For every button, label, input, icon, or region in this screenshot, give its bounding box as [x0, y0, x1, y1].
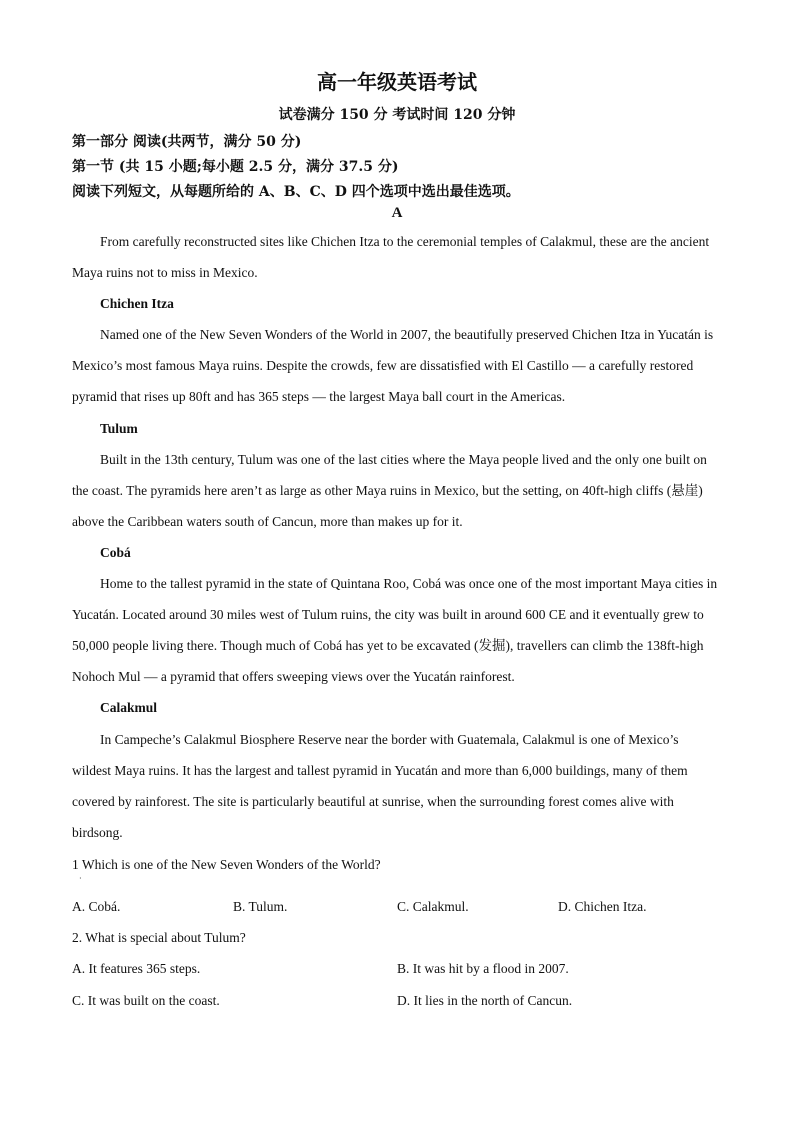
section-heading-coba: Cobá — [100, 544, 131, 560]
q1-option-b[interactable]: B. Tulum. — [233, 899, 288, 914]
section-heading: 第一节 (共 15 小题;每小题 2.5 分，满分 37.5 分) — [72, 159, 399, 175]
question-1-stem: 1 Which is one of the New Seven Wonders of the World? — [72, 857, 381, 872]
instruction-text: 阅读下列短文，从每题所给的 A、B、C、D 四个选项中选出最佳选项。 — [72, 184, 520, 200]
q1-option-d[interactable]: D. Chichen Itza. — [558, 899, 647, 914]
section-heading-calakmul: Calakmul — [100, 700, 158, 716]
q1-option-a[interactable]: A. Cobá. — [72, 899, 121, 914]
q2-option-d[interactable]: D. It lies in the north of Cancun. — [397, 993, 573, 1008]
section-text-coba: Home to the tallest pyramid in the state of Quintana Roo, Cobá was once one of the most important Maya cities in Yucatán. Located around 30 miles west of Tulum ruins, the city was built in around 600 CE and it eventually grew to 50,000 people living there. Though much of Cobá has yet to be excavated (发掘), travellers can climb the 138ft-high Nohoch Mul — a pyramid that offers sweeping views over the Yucatán rainforest. — [72, 576, 718, 685]
q2-option-b[interactable]: B. It was hit by a flood in 2007. — [397, 961, 569, 976]
section-text-tulum: Built in the 13th century, Tulum was one of the last cities where the Maya people lived and the only one built on the coast. The pyramids here aren’t as large as other Maya ruins in Mexico, but the setting, on 40ft-high cliffs (悬崖) above the Caribbean waters south of Cancun, more than makes up for it. — [72, 451, 707, 529]
part-heading: 第一部分 阅读(共两节，满分 50 分) — [72, 134, 302, 150]
passage-intro: From carefully reconstructed sites like Chichen Itza to the ceremonial temples of Calakmul, these are the ancient Maya ruins not to miss in Mexico. — [72, 234, 710, 281]
q1-option-c[interactable]: C. Calakmul. — [397, 899, 469, 914]
question-2-stem: 2. What is special about Tulum? — [72, 930, 246, 945]
section-heading-tulum: Tulum — [100, 420, 138, 436]
passage-label: A — [391, 205, 403, 221]
exam-subtitle: 试卷满分 150 分 考试时间 120 分钟 — [278, 107, 516, 123]
stray-mark: · — [79, 874, 82, 883]
section-heading-chichen-itza: Chichen Itza — [100, 296, 174, 312]
exam-title: 高一年级英语考试 — [317, 70, 477, 94]
q2-option-c[interactable]: C. It was built on the coast. — [72, 993, 220, 1008]
section-text-calakmul: In Campeche’s Calakmul Biosphere Reserve near the border with Guatemala, Calakmul is one of Mexico’s wildest Maya ruins. It has the largest and tallest pyramid in Yucatán and more than 6,000 buildings, many of them covered by rainforest. The site is particularly beautiful at sunrise, when the surrounding forest comes alive with birdsong. — [72, 731, 688, 840]
section-text-chichen-itza: Named one of the New Seven Wonders of the World in 2007, the beautifully preserved Chichen Itza in Yucatán is Mexico’s most famous Maya ruins. Despite the crowds, few are dissatisfied with El Castillo — a carefully restored pyramid that rises up 80ft and has 365 steps — the largest Maya ball court in the Americas. — [72, 327, 714, 405]
q2-option-a[interactable]: A. It features 365 steps. — [72, 961, 201, 976]
passage-body — [72, 226, 720, 848]
